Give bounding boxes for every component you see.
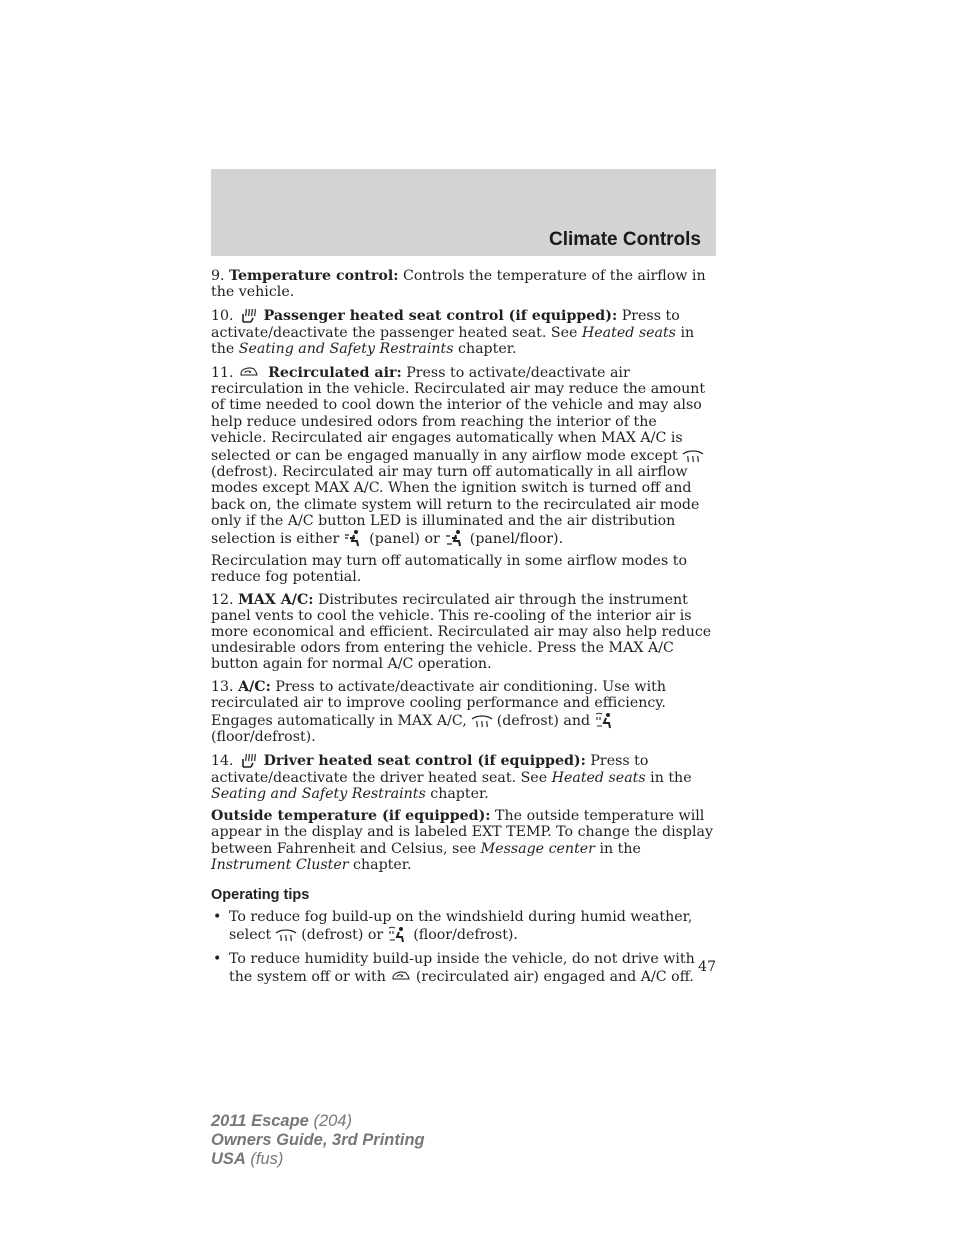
recirculated-air-icon [389,967,413,985]
list-item: • To reduce fog build-up on the windshield during humid weather, select (defrost) or (floor/defrost). [213,909,693,944]
item-11: 11. Recirculated air: Press to activate/deactivate air recirculation in the vehicle. Recirculated air may reduce the amount of time needed to cool down the interior of the vehicle and may also help reduce undesired odors from reaching the interior of the vehicle. Recirculated air engages automatically when MAX A/C is selected or can be engaged manually in any airflow mode except (defrost). Recirculated air may turn off automatically in all airflow modes except MAX A/C. When the ignition switch is turned off and back on, the climate system will return to the recirculated air mode only if the A/C button LED is illuminated and the air distribution selection is either (panel) or (panel/floor). [211,365,706,548]
recirculated-air-icon [237,363,261,381]
panel-floor-icon [443,529,467,547]
page-number: 47 [698,959,716,975]
footer-line-2: Owners Guide, 3rd Printing [211,1131,425,1149]
outside-temperature: Outside temperature (if equipped): The outside temperature will appear in the display and is labeled EXT TEMP. To change the display between Fahrenheit and Celsius, see Message center in the Instrument Cluster chapter. [211,808,713,873]
item-11-label: Recirculated air: [268,365,402,382]
heated-seat-icon [237,306,261,324]
panel-icon [342,529,366,547]
item-12: 12. MAX A/C: Distributes recirculated air through the instrument panel vents to cool the vehicle. This re-cooling of the interior air is more economical and efficient. Recirculated air may also help reduce undesirable odors from entering the vehicle. Press the MAX A/C button again for normal A/C operation. [211,591,712,673]
bullet: • [213,950,222,967]
item-12-label: MAX A/C: [238,591,314,608]
heated-seat-icon [237,751,261,769]
footer-line-1: 2011 Escape (204) [211,1112,352,1130]
item-13: 13. A/C: Press to activate/deactivate air conditioning. Use with recirculated air to improve cooling performance and efficiency. Engages automatically in MAX A/C, (defrost) and (floor/defrost). [211,678,666,746]
footer-line-3: USA (fus) [211,1150,284,1168]
item-11-extra: Recirculation may turn off automatically in some airflow modes to reduce fog potential. [211,553,687,586]
tips-list [211,909,716,985]
item-10-label: Passenger heated seat control (if equipped): [263,308,618,325]
item-9: 9. Temperature control: Controls the temperature of the airflow in the vehicle. [211,268,706,301]
header-band [211,169,716,256]
footer [211,1112,425,1169]
item-14-label: Driver heated seat control (if equipped): [263,753,586,770]
outside-temperature-label: Outside temperature (if equipped): [211,808,491,825]
defrost-icon [470,711,494,729]
item-10: 10. Passenger heated seat control (if equipped): Press to activate/deactivate the passenger heated seat. See Heated seats in the Seating and Safety Restraints chapter. [211,308,695,357]
bullet: • [213,909,222,926]
list-item: • To reduce humidity build-up inside the vehicle, do not drive with the system off or with (recirculated air) engaged and A/C off. [213,950,695,985]
item-14: 14. Driver heated seat control (if equipped): Press to activate/deactivate the driver heated seat. See Heated seats in the Seating and Safety Restraints chapter. [211,753,692,802]
defrost-icon [681,446,705,464]
page-title: Climate Controls [548,229,701,250]
item-13-label: A/C: [238,678,271,695]
page-content [211,268,716,992]
floor-defrost-icon [593,711,617,729]
floor-defrost-icon [386,925,410,943]
item-9-label: Temperature control: [229,268,399,284]
operating-tips-heading: Operating tips [211,886,310,903]
defrost-icon [274,925,298,943]
